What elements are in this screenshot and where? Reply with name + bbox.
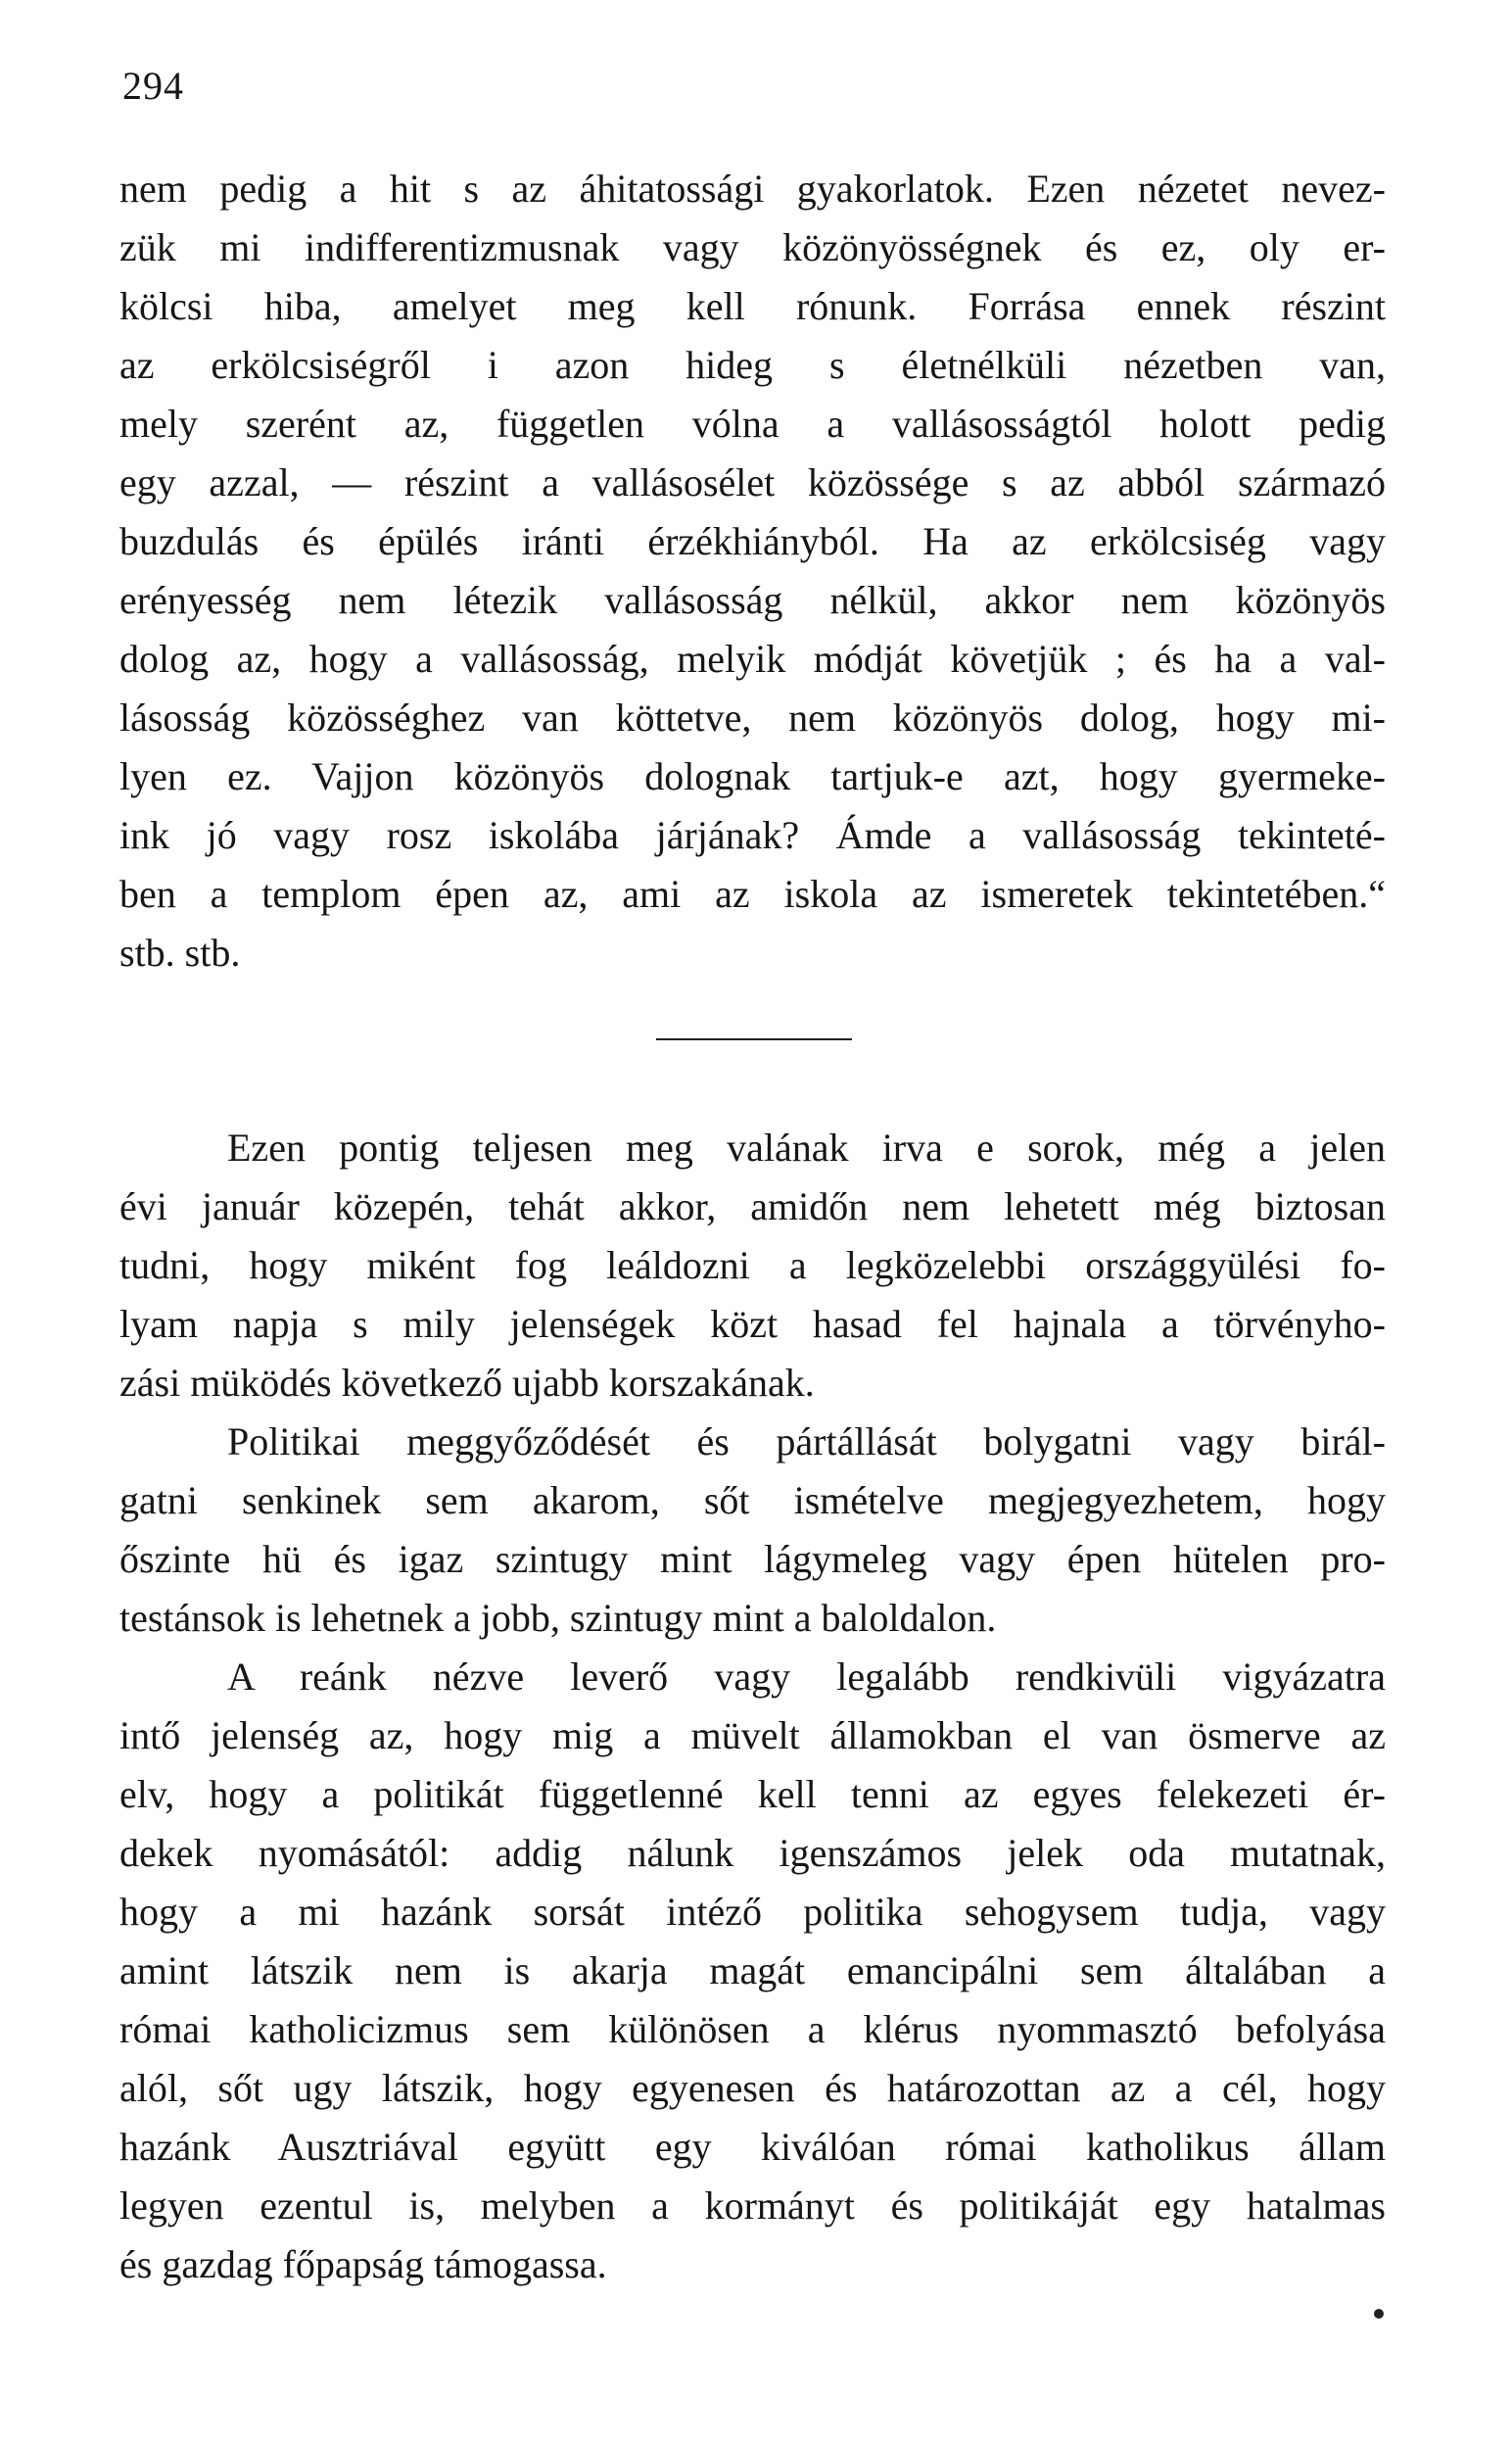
text-line: ink jó vagy rosz iskolába járjának? Ámde a vallásosság tekinteté-: [119, 813, 1386, 857]
text-line: buzdulás és épülés iránti érzékhiányból. Ha az erkölcsiség vagy: [119, 519, 1386, 563]
text-line: tudni, hogy miként fog leáldozni a legközelebbi országgyülési fo-: [119, 1243, 1386, 1287]
text-line: A reánk nézve leverő vagy legalább rendkivüli vigyázatra: [227, 1655, 1386, 1699]
text-line: kölcsi hiba, amelyet meg kell rónunk. Forrása ennek részint: [119, 284, 1386, 328]
quote-paragraph: [119, 160, 1386, 983]
text-line: dolog az, hogy a vallásosság, melyik módját követjük ; és ha a val-: [119, 637, 1386, 681]
section-divider: [656, 1038, 852, 1040]
body-text: [119, 1119, 1386, 2294]
text-line: római katholicizmus sem különösen a klérus nyommasztó befolyása: [119, 2007, 1386, 2051]
text-line: Politikai meggyőződését és pártállását bolygatni vagy birál-: [227, 1419, 1386, 1463]
text-line: lyam napja s mily jelenségek közt hasad fel hajnala a törvényho-: [119, 1302, 1386, 1346]
text-line: testánsok is lehetnek a jobb, szintugy mint a baloldalon.: [119, 1596, 997, 1640]
page-number: 294: [122, 64, 184, 108]
text-line: évi január közepén, tehát akkor, amidőn nem lehetett még biztosan: [119, 1184, 1386, 1228]
text-line: lyen ez. Vajjon közönyös dolognak tartjuk-e azt, hogy gyermeke-: [119, 754, 1386, 798]
text-line: legyen ezentul is, melyben a kormányt és politikáját egy hatalmas: [119, 2183, 1386, 2228]
text-line: őszinte hü és igaz szintugy mint lágymeleg vagy épen hütelen pro-: [119, 1537, 1386, 1581]
text-line: Ezen pontig teljesen meg valának irva e sorok, még a jelen: [227, 1126, 1386, 1170]
text-line: és gazdag főpapság támogassa.: [119, 2242, 607, 2286]
text-line: amint látszik nem is akarja magát emancipálni sem általában a: [119, 1948, 1386, 1992]
text-line: zási müködés következő ujabb korszakának.: [119, 1361, 815, 1405]
text-line: dekek nyomásától: addig nálunk igenszámos jelek oda mutatnak,: [119, 1831, 1386, 1875]
text-line: ben a templom épen az, ami az iskola az ismeretek tekintetében.“: [119, 872, 1386, 916]
text-line: stb. stb.: [119, 931, 241, 975]
text-line: intő jelenség az, hogy mig a müvelt államokban el van ösmerve az: [119, 1713, 1386, 1757]
text-line: alól, sőt ugy látszik, hogy egyenesen és határozottan az a cél, hogy: [119, 2066, 1386, 2110]
text-line: gatni senkinek sem akarom, sőt ismételve megjegyezhetem, hogy: [119, 1478, 1386, 1522]
text-line: egy azzal, — részint a vallásosélet közössége s az abból származó: [119, 460, 1386, 504]
text-line: hazánk Ausztriával együtt egy kiválóan római katholikus állam: [119, 2125, 1386, 2169]
text-line: az erkölcsiségről i azon hideg s életnélküli nézetben van,: [119, 343, 1386, 387]
text-line: erényesség nem létezik vallásosság nélkül, akkor nem közönyös: [119, 578, 1386, 622]
ink-dot-mark: [1374, 2309, 1384, 2319]
text-line: zük mi indifferentizmusnak vagy közönyösségnek és ez, oly er-: [119, 225, 1386, 269]
text-line: hogy a mi hazánk sorsát intéző politika sehogysem tudja, vagy: [119, 1890, 1386, 1934]
text-line: mely szerént az, független vólna a vallásosságtól holott pedig: [119, 402, 1386, 446]
text-line: nem pedig a hit s az áhitatossági gyakorlatok. Ezen nézetet nevez-: [119, 167, 1386, 211]
text-line: elv, hogy a politikát függetlenné kell tenni az egyes felekezeti ér-: [119, 1772, 1386, 1816]
text-line: lásosság közösséghez van köttetve, nem közönyös dolog, hogy mi-: [119, 695, 1386, 740]
